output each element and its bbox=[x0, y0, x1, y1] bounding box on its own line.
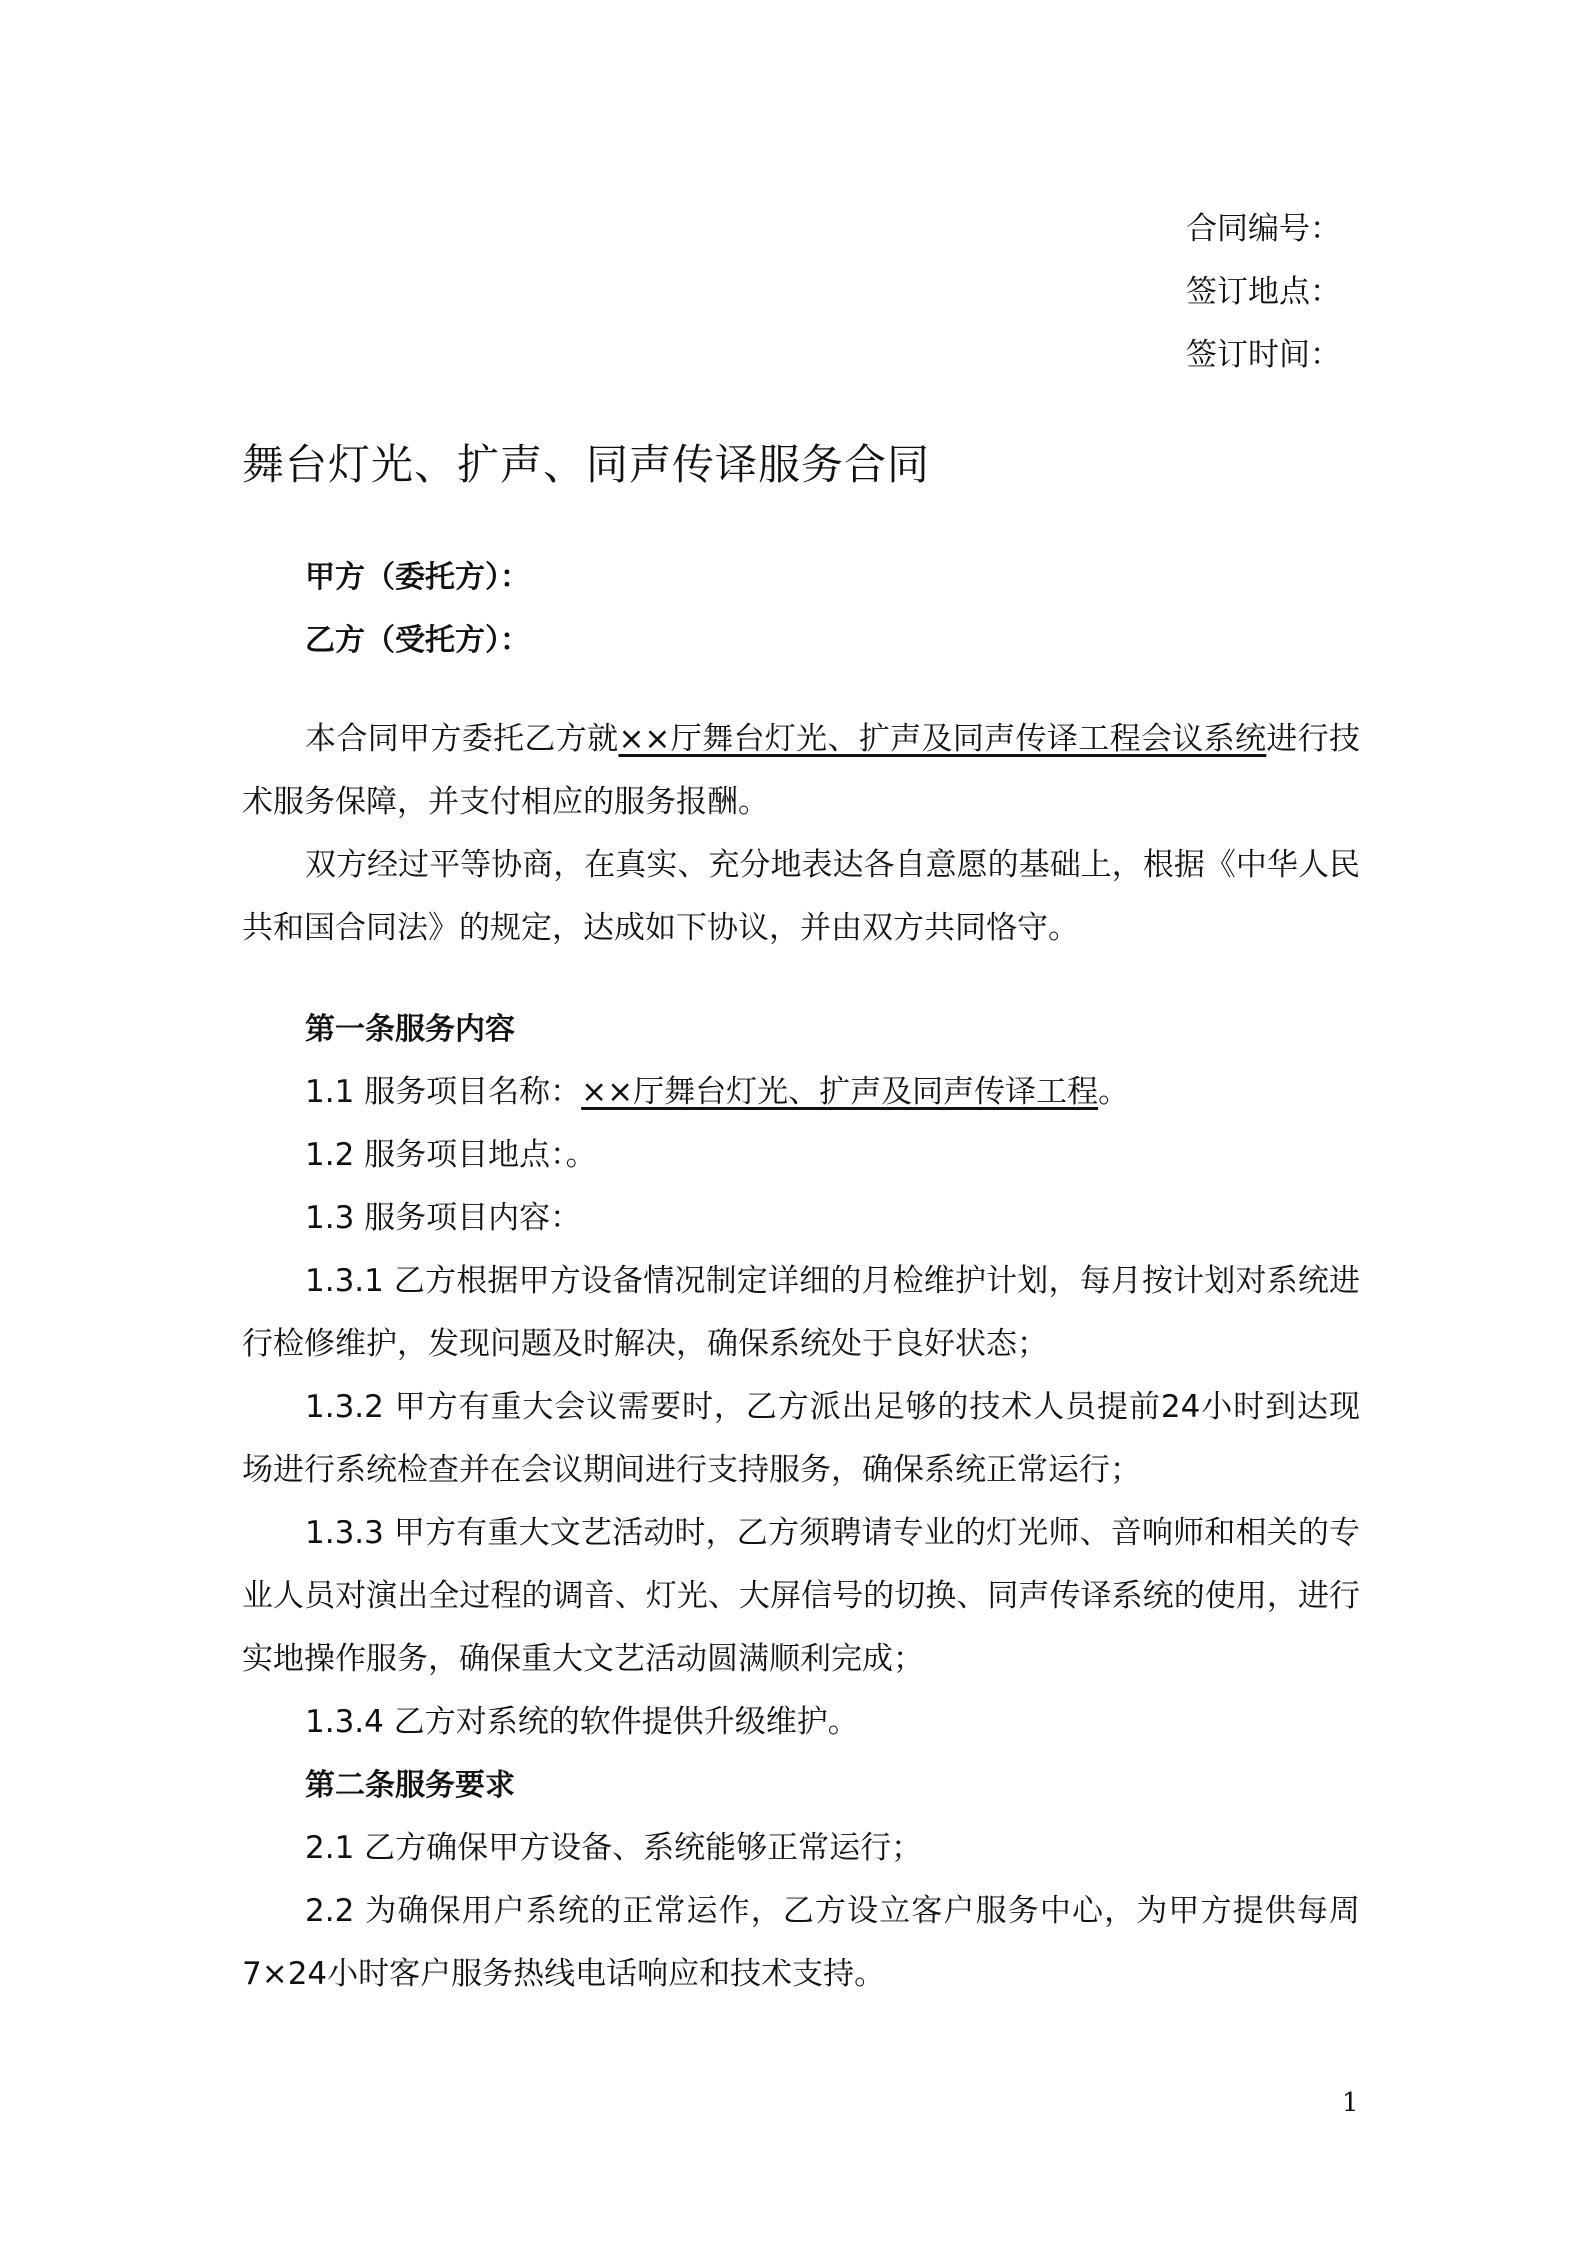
item-1-3-2: 1.3.2 甲方有重大会议需要时，乙方派出足够的技术人员提前24小时到达现场进行系统检查并在会议期间进行支持服务，确保系统正常运行； bbox=[242, 1389, 1360, 1488]
item-1-2: 1.2 服务项目地点：。 bbox=[305, 1137, 597, 1173]
project-name-underlined: ××厅舞台灯光、扩声及同声传译工程会议系统 bbox=[618, 721, 1267, 757]
item-1-3-1: 1.3.1 乙方根据甲方设备情况制定详细的月检维护计划，每月按计划对系统进行检修维护，发现问题及时解决，确保系统处于良好状态； bbox=[242, 1263, 1360, 1362]
item-1-1-prefix: 1.1 服务项目名称： bbox=[305, 1074, 582, 1110]
section-2-heading: 第二条服务要求 bbox=[305, 1768, 515, 1803]
party-b-label: 乙方（受托方）： bbox=[305, 623, 530, 658]
item-1-3: 1.3 服务项目内容： bbox=[305, 1200, 582, 1236]
contract-body bbox=[242, 708, 1360, 2006]
item-2-1: 2.1 乙方确保甲方设备、系统能够正常运行； bbox=[305, 1830, 923, 1866]
intro-paragraph-2: 双方经过平等协商，在真实、充分地表达各自意愿的基础上，根据《中华人民共和国合同法》的规定，达成如下协议，并由双方共同恪守。 bbox=[242, 847, 1360, 946]
item-2-2: 2.2 为确保用户系统的正常运作，乙方设立客户服务中心，为甲方提供每周7×24小时客户服务热线电话响应和技术支持。 bbox=[242, 1893, 1360, 1992]
item-1-3-3: 1.3.3 甲方有重大文艺活动时，乙方须聘请专业的灯光师、音响师和相关的专业人员对演出全过程的调音、灯光、大屏信号的切换、同声传译系统的使用，进行实地操作服务，确保重大文艺活动圆满顺利完成； bbox=[242, 1515, 1360, 1677]
intro-text-after: 进行技术服务保障，并支付相应的服务报酬。 bbox=[242, 721, 1361, 820]
section-1-heading: 第一条服务内容 bbox=[305, 1012, 515, 1047]
signing-time-label: 签订时间： bbox=[1186, 337, 1341, 373]
contract-meta bbox=[1186, 198, 1346, 387]
intro-text-before: 本合同甲方委托乙方就 bbox=[305, 721, 619, 757]
parties-block bbox=[305, 546, 530, 672]
party-a-label: 甲方（委托方）： bbox=[305, 560, 530, 595]
page-number: 1 bbox=[1342, 2088, 1359, 2118]
item-1-1-underlined: ××厅舞台灯光、扩声及同声传译工程 bbox=[581, 1074, 1099, 1110]
item-1-3-4: 1.3.4 乙方对系统的软件提供升级维护。 bbox=[305, 1704, 859, 1740]
item-1-1-suffix: 。 bbox=[1098, 1074, 1130, 1110]
contract-number-label: 合同编号： bbox=[1186, 211, 1341, 247]
spacer bbox=[242, 960, 1360, 998]
item-1-1 bbox=[242, 1061, 1360, 1124]
signing-place-label: 签订地点： bbox=[1186, 274, 1341, 310]
intro-paragraph-1 bbox=[242, 708, 1360, 834]
document-title: 舞台灯光、扩声、同声传译服务合同 bbox=[242, 440, 931, 489]
